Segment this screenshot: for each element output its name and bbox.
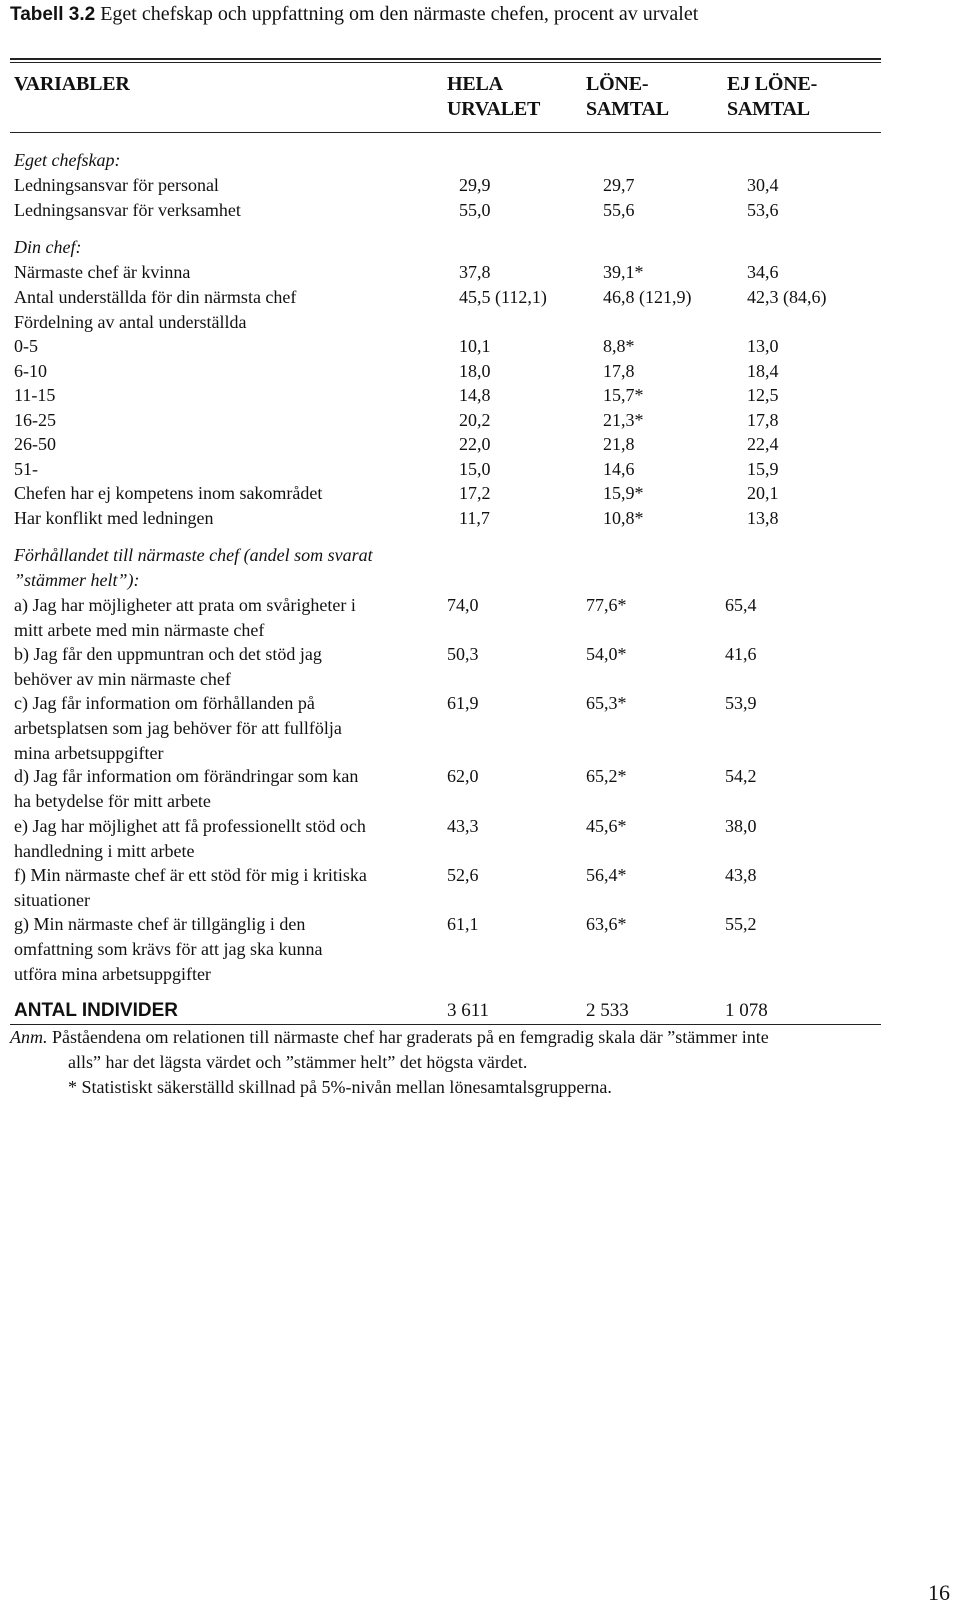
cell-ej-lone: 53,9	[725, 693, 757, 713]
row-label: Närmaste chef är kvinna	[14, 262, 191, 282]
cell-ej-lone: 15,9	[747, 459, 779, 479]
cell-lone: 77,6*	[586, 595, 627, 615]
cell-lone: 65,3*	[586, 693, 627, 713]
cell-ej-lone: 17,8	[747, 410, 779, 430]
table-row	[0, 173, 960, 198]
cell-lone: 21,3*	[603, 410, 644, 430]
top-rule	[10, 58, 881, 60]
cell-hela: 22,0	[459, 434, 491, 454]
statement-line: d) Jag får information om förändringar som kan	[14, 766, 359, 786]
row-label: Antal underställda för din närmsta chef	[14, 287, 297, 307]
cell-hela: 50,3	[447, 644, 479, 664]
cell-lone: 29,7	[603, 175, 635, 195]
header-hela-line2: URVALET	[447, 98, 541, 120]
total-lone: 2 533	[586, 1000, 629, 1021]
table-row	[0, 260, 960, 285]
header-ej-lonesamtal	[727, 72, 817, 122]
cell-hela: 74,0	[447, 595, 479, 615]
header-rule	[10, 132, 881, 133]
statement-e	[14, 814, 454, 864]
cell-ej-lone: 53,6	[747, 200, 779, 220]
statement-c	[14, 691, 454, 766]
section-label-line2: ”stämmer helt”):	[14, 570, 140, 590]
row-label: 51-	[14, 459, 38, 479]
table-caption	[10, 0, 698, 29]
table-row	[0, 310, 960, 335]
statement-f	[14, 863, 454, 913]
cell-hela: 55,0	[459, 200, 491, 220]
cell-ej-lone: 55,2	[725, 914, 757, 934]
cell-hela: 11,7	[459, 508, 490, 528]
row-label: 6-10	[14, 361, 47, 381]
statement-line: c) Jag får information om förhållanden på	[14, 693, 315, 713]
row-label: Chefen har ej kompetens inom sakområdet	[14, 483, 323, 503]
table-row	[0, 506, 960, 531]
header-ej-line1: EJ LÖNE-	[727, 73, 818, 95]
cell-hela: 61,9	[447, 693, 479, 713]
statement-line: ha betydelse för mitt arbete	[14, 791, 211, 811]
cell-lone: 55,6	[603, 200, 635, 220]
cell-ej-lone: 42,3 (84,6)	[747, 287, 827, 307]
row-label: Ledningsansvar för verksamhet	[14, 200, 241, 220]
cell-ej-lone: 20,1	[747, 483, 779, 503]
total-ej-lone: 1 078	[725, 1000, 768, 1021]
cell-lone: 15,7*	[603, 385, 644, 405]
statement-line: situationer	[14, 890, 90, 910]
header-hela-urvalet	[447, 72, 540, 122]
statement-b	[14, 642, 454, 692]
table-row	[0, 198, 960, 223]
total-label: ANTAL INDIVIDER	[14, 1000, 178, 1021]
cell-lone: 56,4*	[586, 865, 627, 885]
table-row	[0, 359, 960, 384]
row-label: 26-50	[14, 434, 56, 454]
statement-a	[14, 593, 454, 643]
statement-line: e) Jag har möjlighet att få professionellt stöd och	[14, 816, 366, 836]
cell-lone: 45,6*	[586, 816, 627, 836]
header-ej-line2: SAMTAL	[727, 98, 810, 120]
note-anm: Anm.	[10, 1027, 48, 1047]
statement-line: arbetsplatsen som jag behöver för att fullfölja	[14, 718, 342, 738]
cell-ej-lone: 30,4	[747, 175, 779, 195]
cell-lone: 15,9*	[603, 483, 644, 503]
note-line2: alls” har det lägsta värdet och ”stämmer helt” det högsta värdet.	[68, 1052, 528, 1072]
section-forhallandet	[14, 543, 454, 593]
header-lonesamtal	[586, 72, 669, 122]
cell-lone: 10,8*	[603, 508, 644, 528]
cell-hela: 29,9	[459, 175, 491, 195]
note-line3: * Statistiskt säkerställd skillnad på 5%-nivån mellan lönesamtalsgrupperna.	[68, 1077, 612, 1097]
cell-lone: 14,6	[603, 459, 635, 479]
cell-hela: 10,1	[459, 336, 491, 356]
section-label-line1: Förhållandet till närmaste chef (andel som svarat	[14, 545, 373, 565]
table-row	[0, 481, 960, 506]
cell-lone: 54,0*	[586, 644, 627, 664]
row-label: Har konflikt med ledningen	[14, 508, 214, 528]
cell-hela: 15,0	[459, 459, 491, 479]
table-row	[0, 285, 960, 310]
section-label: Din chef:	[14, 237, 82, 257]
cell-lone: 8,8*	[603, 336, 635, 356]
table-row	[0, 408, 960, 433]
cell-ej-lone: 34,6	[747, 262, 779, 282]
header-lone-line2: SAMTAL	[586, 98, 669, 120]
cell-hela: 18,0	[459, 361, 491, 381]
statement-g	[14, 912, 454, 987]
statement-line: a) Jag har möjligheter att prata om svårigheter i	[14, 595, 356, 615]
cell-ej-lone: 22,4	[747, 434, 779, 454]
section-label: Eget chefskap:	[14, 150, 121, 170]
section-din-chef	[0, 235, 960, 260]
cell-lone: 21,8	[603, 434, 635, 454]
statement-line: mitt arbete med min närmaste chef	[14, 620, 265, 640]
statement-d	[14, 764, 454, 814]
cell-hela: 45,5 (112,1)	[459, 287, 547, 307]
cell-hela: 62,0	[447, 766, 479, 786]
cell-hela: 43,3	[447, 816, 479, 836]
statement-line: behöver av min närmaste chef	[14, 669, 231, 689]
table-row	[0, 457, 960, 482]
header-lone-line1: LÖNE-	[586, 73, 649, 95]
row-label: Ledningsansvar för personal	[14, 175, 219, 195]
cell-lone: 39,1*	[603, 262, 644, 282]
row-label: 0-5	[14, 336, 38, 356]
statement-line: mina arbetsuppgifter	[14, 743, 164, 763]
table-row	[0, 383, 960, 408]
total-row	[0, 998, 960, 1024]
table-row	[0, 334, 960, 359]
row-label: 11-15	[14, 385, 56, 405]
statement-line: handledning i mitt arbete	[14, 841, 195, 861]
cell-ej-lone: 38,0	[725, 816, 757, 836]
row-label: 16-25	[14, 410, 56, 430]
statement-line: omfattning som krävs för att jag ska kunna	[14, 939, 323, 959]
cell-ej-lone: 41,6	[725, 644, 757, 664]
header-variabler: VARIABLER	[14, 73, 130, 95]
row-label: Fördelning av antal underställda	[14, 312, 247, 332]
statement-line: g) Min närmaste chef är tillgänglig i den	[14, 914, 306, 934]
total-hela: 3 611	[447, 1000, 490, 1021]
cell-ej-lone: 43,8	[725, 865, 757, 885]
top-rule-thin	[10, 62, 881, 63]
cell-lone: 46,8 (121,9)	[603, 287, 692, 307]
page-number: 16	[928, 1580, 950, 1605]
section-eget-chefskap	[0, 148, 960, 173]
cell-ej-lone: 18,4	[747, 361, 779, 381]
cell-hela: 52,6	[447, 865, 479, 885]
cell-ej-lone: 65,4	[725, 595, 757, 615]
cell-ej-lone: 54,2	[725, 766, 757, 786]
note-line1	[10, 1025, 769, 1050]
table-title: Eget chefskap och uppfattning om den närmaste chefen, procent av urvalet	[95, 3, 699, 25]
cell-lone: 17,8	[603, 361, 635, 381]
cell-hela: 17,2	[459, 483, 491, 503]
note-text1: Påståendena om relationen till närmaste chef har graderats på en femgradig skala där ”stämmer inte	[47, 1027, 769, 1047]
statement-line: f) Min närmaste chef är ett stöd för mig i kritiska	[14, 865, 367, 885]
statement-line: b) Jag får den uppmuntran och det stöd jag	[14, 644, 322, 664]
header-hela-line1: HELA	[447, 73, 503, 95]
cell-ej-lone: 13,8	[747, 508, 779, 528]
cell-lone: 63,6*	[586, 914, 627, 934]
cell-hela: 61,1	[447, 914, 479, 934]
cell-ej-lone: 12,5	[747, 385, 779, 405]
cell-ej-lone: 13,0	[747, 336, 779, 356]
cell-hela: 14,8	[459, 385, 491, 405]
table-number: Tabell 3.2	[10, 4, 96, 25]
cell-hela: 37,8	[459, 262, 491, 282]
statement-line: utföra mina arbetsuppgifter	[14, 964, 211, 984]
table-row	[0, 432, 960, 457]
cell-hela: 20,2	[459, 410, 491, 430]
cell-lone: 65,2*	[586, 766, 627, 786]
